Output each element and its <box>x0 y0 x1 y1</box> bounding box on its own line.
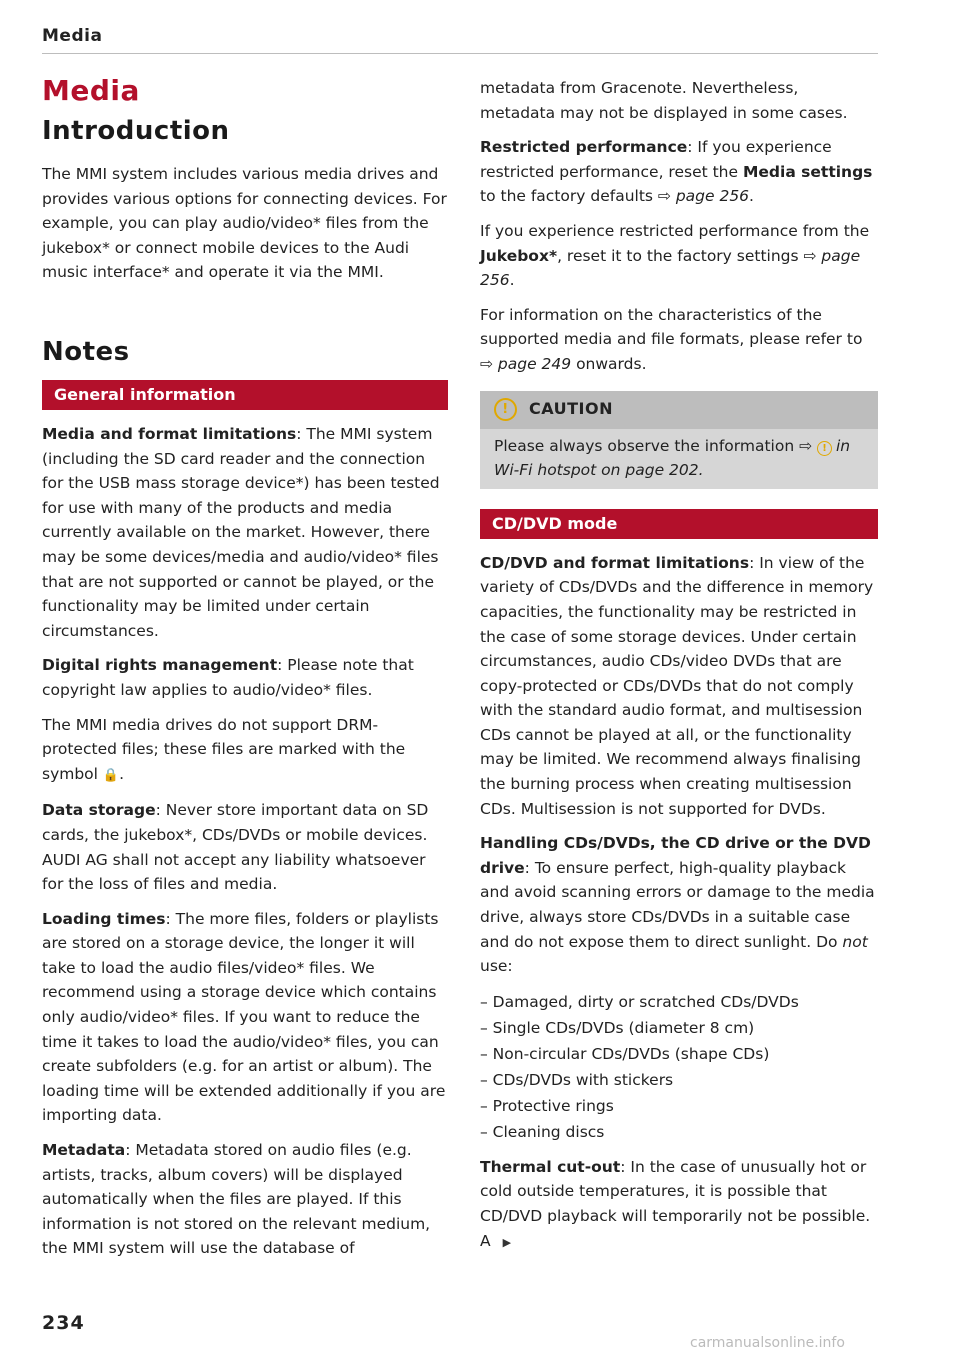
term: Metadata <box>42 1141 126 1160</box>
caution-title: CAUTION <box>529 399 613 419</box>
do-not-use-list <box>480 989 878 1145</box>
section-title-introduction: Introduction <box>42 116 230 146</box>
paragraph-thermal-cutout: Thermal cut-out: In the case of unusually hot or cold outside temperatures, it is possible that CD/DVD playback will temporarily not be possible. A ▶ <box>480 1157 871 1250</box>
list-item: – Damaged, dirty or scratched CDs/DVDs <box>480 992 799 1011</box>
term: Restricted performance <box>480 138 688 157</box>
paragraph-restricted-performance: Restricted performance: If you experience restricted performance, reset the Media settings to the factory defaults ⇨ page 256. <box>480 138 873 206</box>
paragraph-gracenote: metadata from Gracenote. Nevertheless, metadata may not be displayed in some cases. <box>480 79 848 122</box>
paragraph-data-storage: Data storage: Never store important data on SD cards, the jukebox*, CDs/DVDs or mobile devices. AUDI AG shall not accept any liability whatsoever for the loss of files and media. <box>42 801 429 894</box>
term: Data storage <box>42 801 156 820</box>
page-reference-link[interactable]: ⇨ page 249 <box>480 354 572 373</box>
paragraph-drm: Digital rights management: Please note that copyright law applies to audio/video* files. <box>42 656 414 699</box>
term: Handling CDs/DVDs, the CD drive or the DVD drive <box>480 834 871 877</box>
paragraph-handling: Handling CDs/DVDs, the CD drive or the DVD drive: To ensure perfect, high-quality playback and avoid scanning errors or damage to the media drive, always store CDs/DVDs in a suitable case and do not expose them to direct sunlight. Do not use: <box>480 834 875 976</box>
list-item: – Protective rings <box>480 1096 614 1115</box>
paragraph-metadata: Metadata: Metadata stored on audio files (e.g. artists, tracks, album covers) will be displayed automatically when the files are played. If this information is not stored on the relevant medium, the MMI system will use the database of <box>42 1141 431 1258</box>
page-reference-link[interactable]: in Wi-Fi hotspot on page 202. <box>494 436 851 480</box>
list-item: – Single CDs/DVDs (diameter 8 cm) <box>480 1018 755 1037</box>
paragraph-jukebox: If you experience restricted performance from the Jukebox*, reset it to the factory settings ⇨ page 256. <box>480 221 870 290</box>
page-reference-link[interactable]: ⇨ page 256 <box>657 187 750 206</box>
list-item: – Cleaning discs <box>480 1122 605 1141</box>
term: CD/DVD and format limitations <box>480 553 750 572</box>
page-reference-link[interactable]: ⇨ page 256 <box>480 246 861 290</box>
warning-icon: ! <box>494 398 517 421</box>
list-item: – CDs/DVDs with stickers <box>480 1070 674 1089</box>
paragraph-cd-dvd-limitations: CD/DVD and format limitations: In view of the variety of CDs/DVDs and the difference in memory capacities, the functionality may be restricted in the case of some storage devices. Under certain circumstances, audio CDs/video DVDs that are copy-protected or CDs/DVDs that do not comply with the standard audio format, and multisession CDs cannot be played at all, or the functionality may be limited. We recommend always finalising the burning process when creating multisession CDs. Multisession is not supported for DVDs. <box>480 553 874 818</box>
paragraph-formats: For information on the characteristics of the supported media and file formats, please refer to ⇨ page 249 onwards. <box>480 305 863 373</box>
paragraph-loading-times: Loading times: The more files, folders or playlists are stored on a storage device, the longer it will take to load the audio files/video* files. We recommend using a storage device which contains only audio/video* files. If you want to reduce the time it takes to load the audio/video* files, you can create subfolders (e.g. for an artist or album). The loading time will be extended additionally if you are importing data. <box>42 909 446 1125</box>
general-information-bar: General information <box>42 380 448 410</box>
warning-icon: ! <box>817 441 832 456</box>
left-column <box>42 380 448 1271</box>
paragraph-drm-files: The MMI media drives do not support DRM-protected files; these files are marked with the symbol 🔒. <box>42 715 406 783</box>
term: Media and format limitations <box>42 425 297 443</box>
paragraph-media-format-limitations: Media and format limitations: The MMI system (including the SD card reader and the connection for the USB mass storage device*) has been tested for use with many of the products and media currently available on the market. However, there may be some devices/media and audio/video* files that are not supported or cannot be played, or the functionality may be limited under certain circumstances. <box>42 425 440 640</box>
section-title-notes: Notes <box>42 337 130 367</box>
caution-text: Please always observe the information ⇨ ! in Wi-Fi hotspot on page 202. <box>494 436 851 480</box>
cd-dvd-mode-bar: CD/DVD mode <box>480 509 878 539</box>
running-header: Media <box>42 26 103 46</box>
watermark: carmanualsonline.info <box>690 1335 845 1351</box>
term: Thermal cut-out <box>480 1157 621 1176</box>
right-column <box>480 76 878 1265</box>
intro-column-top <box>42 162 448 295</box>
header-divider <box>42 53 878 54</box>
intro-paragraph: The MMI system includes various media drives and provides various options for connecting devices. For example, you can play audio/video* files from the jukebox* or connect mobile devices to the Audi music interface* and operate it via the MMI. <box>42 165 447 282</box>
continue-arrow-icon: ▶ <box>502 1235 512 1249</box>
page-number: 234 <box>42 1312 85 1334</box>
list-item: – Non-circular CDs/DVDs (shape CDs) <box>480 1044 770 1063</box>
caution-header <box>480 391 878 429</box>
caution-box <box>480 391 878 489</box>
lock-icon: 🔒 <box>102 767 120 783</box>
chapter-title: Media <box>42 74 140 107</box>
term: Digital rights management <box>42 656 278 675</box>
term: Loading times <box>42 909 166 928</box>
